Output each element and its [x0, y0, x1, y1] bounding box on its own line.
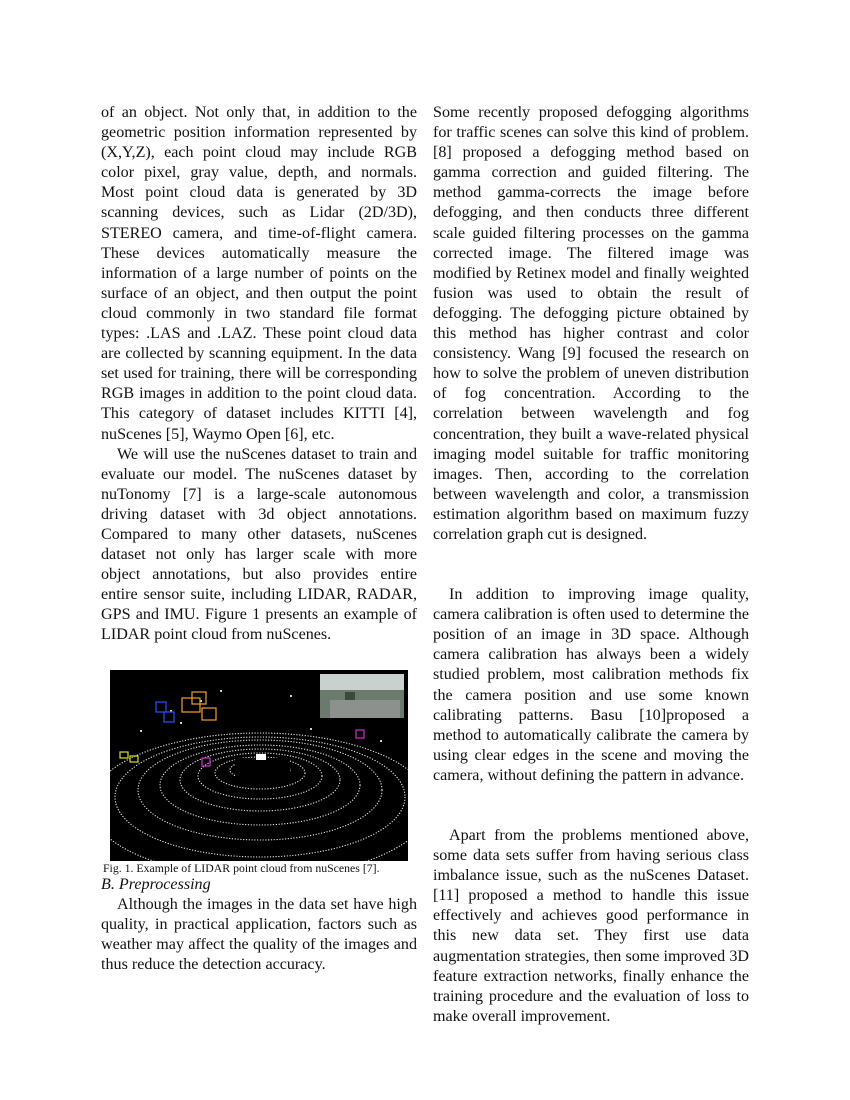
lidar-point-cloud-image	[110, 670, 408, 861]
paragraph-spacer	[433, 786, 749, 826]
lidar-point-cloud-figure	[110, 670, 408, 861]
paragraph-spacer	[433, 545, 749, 585]
left-column	[101, 103, 417, 975]
right-column	[433, 103, 749, 1027]
right-paragraph-2: In addition to improving image quality, camera calibration is often used to determine the position of an image in 3D space. Although camera calibration has always been a widely studied problem, most calibration methods fix the camera position and use some known calibrating patterns. Basu [10]proposed a method to automatically calibrate the camera by using clear edges in the scene and moving the camera, without defining the pattern in advance.	[433, 586, 749, 784]
right-paragraph-1: Some recently proposed defogging algorithms for traffic scenes can solve this kind of problem. [8] proposed a defogging method based on gamma correction and guided filtering. The method gamma-corrects the image before defogging, and then conducts three different scale guided filtering processes on the gamma corrected image. The filtered image was modified by Retinex model and finally weighted fusion was used to obtain the result of defogging. The defogging picture obtained by this method has higher contrast and color consistency. Wang [9] focused the research on how to solve the problem of uneven distribution of fog concentration. According to the correlation between wavelength and fog concentration, they built a wave-related physical imaging model suitable for traffic monitoring images. Then, according to the correlation between wavelength and color, a transmission estimation algorithm based on maximum fuzzy correlation graph cut is designed.	[433, 104, 749, 543]
left-paragraph-2: We will use the nuScenes dataset to train and evaluate our model. The nuScenes dataset by nuTonomy [7] is a large-scale autonomous driving dataset with 3d object annotations. Compared to many other datasets, nuScenes dataset not only has larger scale with more object annotations, but also provides entire entire sensor suite, including LIDAR, RADAR, GPS and IMU. Figure 1 presents an example of LIDAR point cloud from nuScenes.	[101, 445, 417, 644]
section-heading: B. Preprocessing	[101, 875, 211, 893]
figure-caption: Fig. 1. Example of LIDAR point cloud from nuScenes [7].	[103, 860, 380, 875]
left-paragraph-3: Although the images in the data set have high quality, in practical application, factors such as weather may affect the quality of the images and thus reduce the detection accuracy.	[101, 895, 417, 973]
right-paragraph-3: Apart from the problems mentioned above, some data sets suffer from having serious class imbalance issue, such as the nuScenes Dataset. [11] proposed a method to handle this issue effectively and achieves good performance in this new data set. They first use data augmentation strategies, then some improved 3D feature extraction networks, finally enhance the training procedure and the evaluation of loss to make overall improvement.	[433, 827, 749, 1025]
left-paragraph-1: of an object. Not only that, in addition to the geometric position information represented by (X,Y,Z), each point cloud may include RGB color pixel, gray value, depth, and normals. Most point cloud data is generated by 3D scanning devices, such as Lidar (2D/3D), STEREO camera, and time-of-flight camera. These devices automatically measure the information of a large number of points on the surface of an object, and then output the point cloud commonly in two standard file format types: .LAS and .LAZ. These point cloud data are collected by scanning equipment. In the data set used for training, there will be corresponding RGB images in addition to the point cloud data. This category of dataset includes KITTI [4], nuScenes [5], Waymo Open [6], etc.	[101, 104, 417, 443]
